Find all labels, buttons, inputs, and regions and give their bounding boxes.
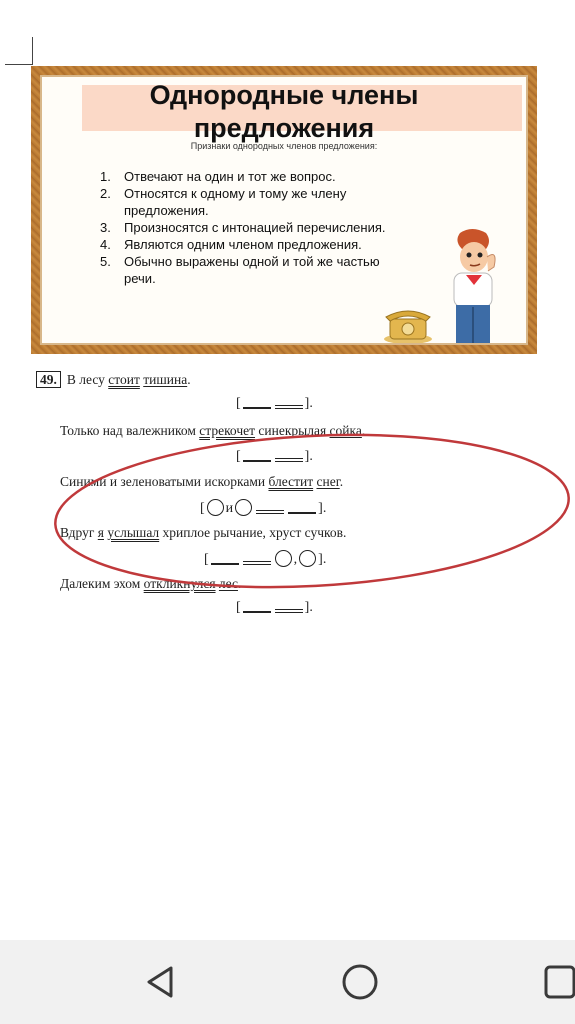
sentence-3: Синими и зеленоватыми искорками блестит снег.: [60, 474, 344, 489]
list-item: 5. Обычно выражены одной и той же частью: [100, 254, 380, 269]
predicate: блестит: [268, 474, 314, 489]
subject: тишина: [143, 372, 188, 387]
predicate: откликнулся: [143, 576, 216, 591]
scheme-5: [ ].: [236, 600, 313, 615]
list-item: 3. Произносятся с интонацией перечисления.: [100, 220, 386, 235]
scheme-3: [ и ].: [200, 501, 327, 516]
sentence-2: Только над валежником стрекочет синекрылая сойка.: [60, 423, 366, 438]
subject: сойка: [329, 423, 362, 438]
poster-subtitle: Признаки однородных членов предложения:: [190, 141, 378, 151]
home-icon[interactable]: [340, 962, 380, 1002]
scheme-1: [ ].: [236, 396, 313, 411]
predicate: услышал: [107, 525, 160, 540]
sentence-5: Далеким эхом откликнулся лес.: [60, 576, 242, 591]
recents-icon[interactable]: [540, 962, 575, 1002]
list-item: речи.: [124, 271, 156, 286]
list-item: 4. Являются одним членом предложения.: [100, 237, 362, 252]
subject: снег: [316, 474, 340, 489]
back-icon[interactable]: [140, 962, 180, 1002]
poster-title-line1: Однородные члены: [149, 80, 419, 110]
poster-title-line2: предложения: [193, 113, 375, 143]
subject: я: [97, 525, 104, 540]
sentence-4: Вдруг я услышал хриплое рычание, хруст сучков.: [60, 525, 347, 540]
predicate: стрекочет: [199, 423, 256, 438]
navigation-bar: [0, 940, 575, 1024]
scheme-2: [ ].: [236, 449, 313, 464]
list-item: 1. Отвечают на один и тот же вопрос.: [100, 169, 336, 184]
scheme-4: [ , ].: [204, 552, 327, 567]
exercise-number: 49.: [36, 371, 61, 388]
sentence-1: 49. В лесу стоит тишина.: [36, 371, 191, 388]
list-item: предложения.: [124, 203, 209, 218]
list-item: 2. Относятся к одному и тому же члену: [100, 186, 347, 201]
predicate: стоит: [108, 372, 140, 387]
subject: лес: [218, 576, 238, 591]
